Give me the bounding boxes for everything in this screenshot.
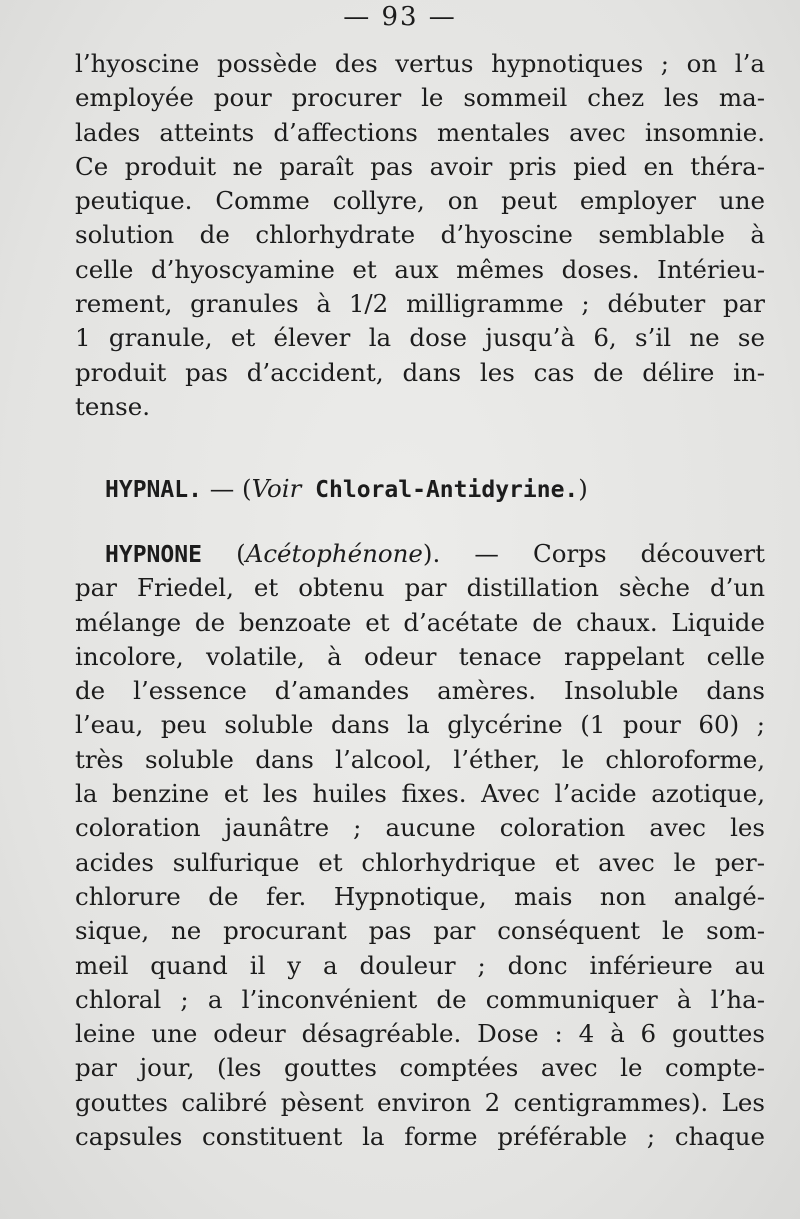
hypnone-first-line-rest: ). — Corps découvert: [422, 539, 765, 568]
hypnone-term: HYPNONE: [105, 542, 202, 568]
hypnal-dash: — (: [201, 474, 252, 503]
text-line: solution de chlorhydrate d’hyoscine semblable à: [75, 220, 765, 250]
text-line: sique, ne procurant pas par conséquent le som-: [75, 916, 765, 946]
text-line: employée pour procurer le sommeil chez les ma-: [75, 83, 765, 113]
text-line: rement, granules à 1/2 milligramme ; débuter par: [75, 289, 765, 319]
text-line: la benzine et les huiles fixes. Avec l’acide azotique,: [75, 779, 765, 809]
text-line: l’hyoscine possède des vertus hypnotiques ; on l’a: [75, 49, 765, 78]
hypnone-paragraph: [75, 537, 765, 1154]
hypnone-open: (: [201, 539, 246, 568]
text-line: capsules constituent la forme préférable ; chaque: [75, 1122, 765, 1152]
hypnal-voir: Voir: [251, 474, 302, 503]
hyoscine-paragraph: [75, 47, 765, 424]
text-line: tense.: [75, 391, 150, 421]
text-line: Ce produit ne paraît pas avoir pris pied en théra-: [75, 151, 765, 181]
hypnone-first-line: [75, 537, 765, 571]
text-line: acides sulfurique et chlorhydrique et avec le per-: [75, 847, 765, 877]
text-line: coloration jaunâtre ; aucune coloration avec les: [75, 813, 765, 843]
text-line: produit pas d’accident, dans les cas de délire in-: [75, 357, 765, 387]
text-line: peutique. Comme collyre, on peut employer une: [75, 186, 765, 216]
text-line: chloral ; a l’inconvénient de communiquer à l’ha-: [75, 984, 765, 1014]
hypnal-entry: [105, 472, 755, 507]
page-number: — 93 —: [343, 2, 457, 32]
text-line: lades atteints d’affections mentales avec insomnie.: [75, 117, 765, 147]
text-line: chlorure de fer. Hypnotique, mais non analgé-: [75, 881, 765, 911]
text-line: mélange de benzoate et d’acétate de chaux. Liquide: [75, 607, 765, 637]
hypnal-reference: Chloral-Antidyrine.: [301, 477, 579, 503]
text-line: 1 granule, et élever la dose jusqu’à 6, s’il ne se: [75, 323, 765, 353]
hypnal-close: ): [578, 474, 588, 503]
text-line: par Friedel, et obtenu par distillation sèche d’un: [75, 573, 765, 603]
text-line: celle d’hyoscyamine et aux mêmes doses. Intérieu-: [75, 254, 765, 284]
text-line: très soluble dans l’alcool, l’éther, le chloroforme,: [75, 744, 765, 774]
text-line: incolore, volatile, à odeur tenace rappelant celle: [75, 641, 765, 671]
text-line: leine une odeur désagréable. Dose : 4 à 6 gouttes: [75, 1019, 765, 1049]
text-line: par jour, (les gouttes comptées avec le compte-: [75, 1053, 765, 1083]
hypnal-term: HYPNAL.: [105, 477, 202, 503]
text-line: meil quand il y a douleur ; donc inférieure au: [75, 950, 765, 980]
text-line: l’eau, peu soluble dans la glycérine (1 pour 60) ;: [75, 710, 765, 740]
hypnone-synonym: Acétophénone: [245, 539, 423, 568]
text-line: de l’essence d’amandes amères. Insoluble dans: [75, 676, 765, 706]
text-line: gouttes calibré pèsent environ 2 centigrammes). Les: [75, 1087, 765, 1117]
